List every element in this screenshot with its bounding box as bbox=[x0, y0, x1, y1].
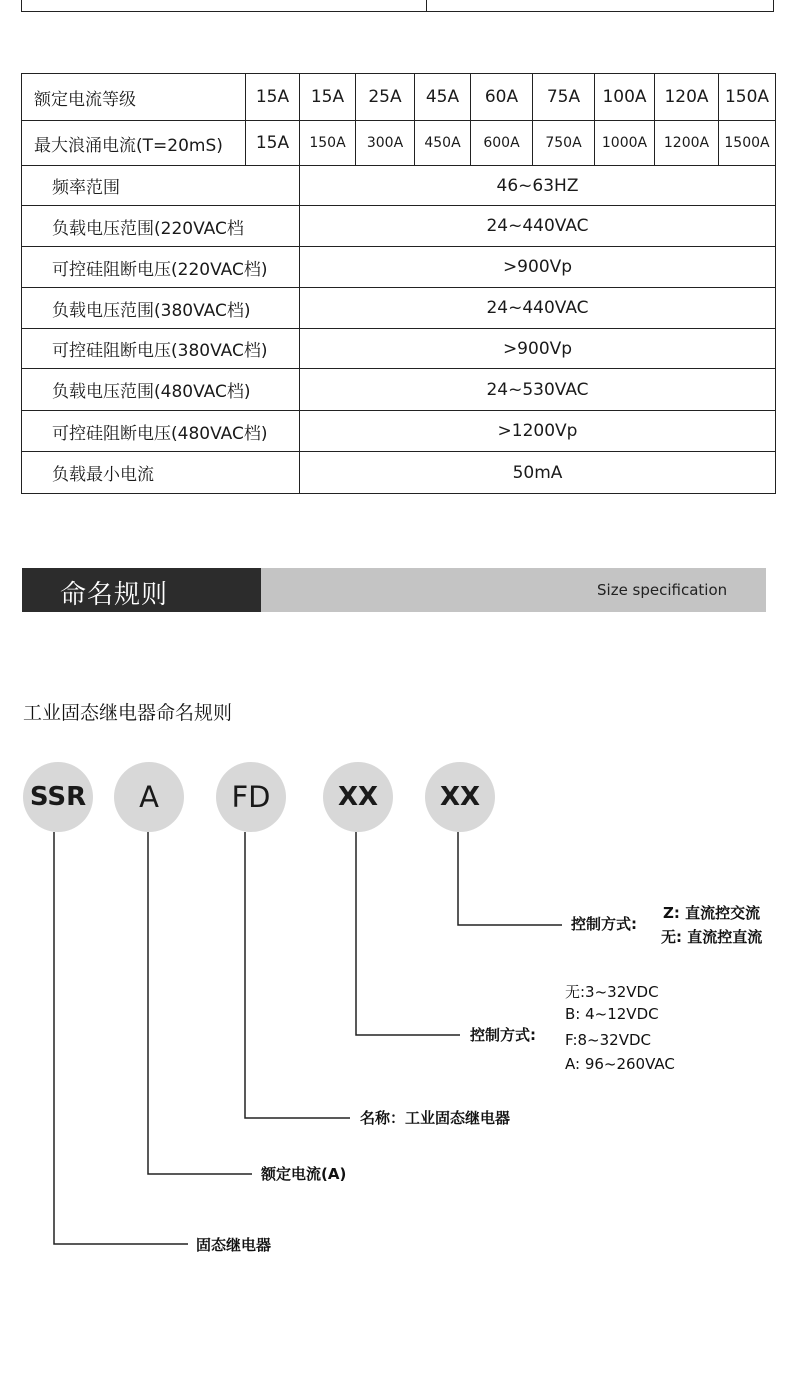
code-circle-control-1: XX bbox=[323, 762, 393, 832]
code-circle-control-2: XX bbox=[425, 762, 495, 832]
rated-current-value: 15A bbox=[300, 74, 356, 121]
spec-row-label: 负载最小电流 bbox=[22, 452, 300, 494]
control-mode-1-option: B: 4~12VDC bbox=[565, 1005, 659, 1023]
rated-current-value: 150A bbox=[719, 74, 776, 121]
spec-row-value: >1200Vp bbox=[300, 411, 776, 452]
control-mode-1-option: 无:3~32VDC bbox=[565, 983, 659, 1001]
control-mode-2-option: 无: 直流控直流 bbox=[661, 928, 763, 946]
spec-row-label: 可控硅阻断电压(220VAC档) bbox=[22, 247, 300, 288]
rated-current-value: 45A bbox=[415, 74, 471, 121]
rated-current-value: 120A bbox=[655, 74, 719, 121]
rated-current-label: 额定电流(A) bbox=[261, 1165, 347, 1183]
spec-row-value: 24~440VAC bbox=[300, 206, 776, 247]
spec-row-label: 负载电压范围(380VAC档) bbox=[22, 288, 300, 329]
spec-row-value: 24~530VAC bbox=[300, 369, 776, 411]
rated-current-value: 100A bbox=[595, 74, 655, 121]
surge-current-value: 1000A bbox=[595, 121, 655, 166]
surge-current-value: 1200A bbox=[655, 121, 719, 166]
naming-heading: 工业固态继电器命名规则 bbox=[23, 702, 233, 724]
rated-current-value: 60A bbox=[471, 74, 533, 121]
connector-line bbox=[245, 832, 350, 1118]
ssr-label: 固态继电器 bbox=[196, 1236, 272, 1254]
spec-row-label: 可控硅阻断电压(380VAC档) bbox=[22, 329, 300, 369]
spec-row-label: 负载电压范围(480VAC档) bbox=[22, 369, 300, 411]
rated-current-label: 额定电流等级 bbox=[22, 74, 246, 121]
spec-row-label: 频率范围 bbox=[22, 166, 300, 206]
control-mode-2-label: 控制方式: bbox=[571, 915, 637, 933]
surge-current-value: 15A bbox=[246, 121, 300, 166]
surge-current-value: 600A bbox=[471, 121, 533, 166]
control-mode-1-option: F:8~32VDC bbox=[565, 1031, 652, 1049]
surge-current-value: 300A bbox=[356, 121, 415, 166]
surge-current-value: 750A bbox=[533, 121, 595, 166]
control-mode-2-option: Z: 直流控交流 bbox=[663, 904, 761, 922]
code-circle-name: FD bbox=[216, 762, 286, 832]
connector-line bbox=[148, 832, 252, 1174]
connector-line bbox=[54, 832, 188, 1244]
spec-row-value: 50mA bbox=[300, 452, 776, 494]
spec-row-value: >900Vp bbox=[300, 247, 776, 288]
connector-line bbox=[356, 832, 460, 1035]
spec-row-value: 46~63HZ bbox=[300, 166, 776, 206]
control-mode-1-label: 控制方式: bbox=[470, 1026, 536, 1044]
surge-current-value: 450A bbox=[415, 121, 471, 166]
banner-title: 命名规则 bbox=[60, 580, 169, 610]
banner-subtitle: Size specification bbox=[597, 581, 728, 599]
spec-row-value: 24~440VAC bbox=[300, 288, 776, 329]
spec-row-label: 可控硅阻断电压(480VAC档) bbox=[22, 411, 300, 452]
code-circle-ssr: SSR bbox=[23, 762, 93, 832]
rated-current-value: 75A bbox=[533, 74, 595, 121]
rated-current-value: 15A bbox=[246, 74, 300, 121]
name-label: 名称：工业固态继电器 bbox=[360, 1109, 511, 1127]
control-mode-1-option: A: 96~260VAC bbox=[565, 1055, 675, 1073]
surge-current-label: 最大浪涌电流(T=20mS) bbox=[22, 121, 246, 166]
code-circle-rated-current: A bbox=[114, 762, 184, 832]
connector-line bbox=[458, 832, 562, 925]
rated-current-value: 25A bbox=[356, 74, 415, 121]
spec-row-label: 负载电压范围(220VAC档 bbox=[22, 206, 300, 247]
surge-current-value: 1500A bbox=[719, 121, 776, 166]
spec-row-value: >900Vp bbox=[300, 329, 776, 369]
surge-current-value: 150A bbox=[300, 121, 356, 166]
